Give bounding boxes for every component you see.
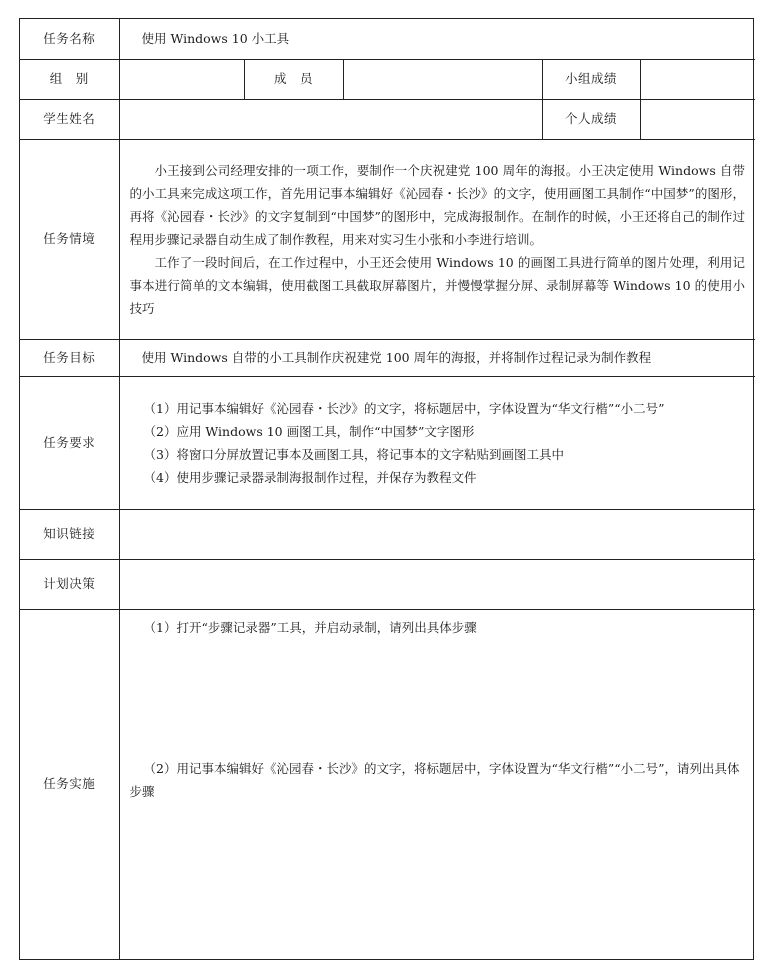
row-student <box>20 99 755 139</box>
task-name-label: 任务名称 <box>20 19 119 59</box>
task-table <box>20 19 755 959</box>
requirement-item: （4）使用步骤记录器录制海报制作过程，并保存为教程文件 <box>143 469 477 485</box>
group-label: 组 别 <box>20 59 119 99</box>
requirement-item: （3）将窗口分屏放置记事本及画图工具，将记事本的文字粘贴到画图工具中 <box>143 446 564 462</box>
group-value[interactable] <box>119 59 244 99</box>
student-name-label: 学生姓名 <box>20 99 119 139</box>
requirements-content <box>119 376 755 509</box>
personal-score-value[interactable] <box>640 99 755 139</box>
personal-score-label: 个人成绩 <box>542 99 640 139</box>
requirement-item: （2）应用 Windows 10 画图工具，制作“中国梦”文字图形 <box>143 423 475 439</box>
implementation-label: 任务实施 <box>20 609 119 959</box>
implementation-step: （2）用记事本编辑好《沁园春・长沙》的文字，将标题居中，字体设置为“华文行楷”“小二号”，请列出具体步骤 <box>129 760 740 799</box>
student-name-value[interactable] <box>119 99 542 139</box>
row-implementation <box>20 609 755 959</box>
task-sheet <box>19 18 754 960</box>
row-requirements <box>20 376 755 509</box>
row-goal <box>20 339 755 376</box>
row-task-name <box>20 19 755 59</box>
row-plan <box>20 559 755 609</box>
row-scenario <box>20 139 755 339</box>
group-score-label: 小组成绩 <box>542 59 640 99</box>
scenario-paragraph: 工作了一段时间后，在工作过程中，小王还会使用 Windows 10 的画图工具进行简单的图片处理，利用记事本进行简单的文本编辑，使用截图工具截取屏幕图片，并慢慢掌握分屏、录制屏幕等 Windows 10 的使用小技巧 <box>129 254 745 316</box>
plan-value[interactable] <box>119 559 755 609</box>
scenario-content <box>119 139 755 339</box>
requirements-label: 任务要求 <box>20 376 119 509</box>
member-label: 成 员 <box>244 59 343 99</box>
task-name-value: 使用 Windows 10 小工具 <box>119 19 755 59</box>
implementation-step: （1）打开“步骤记录器”工具，并启动录制，请列出具体步骤 <box>143 619 477 635</box>
goal-value: 使用 Windows 自带的小工具制作庆祝建党 100 周年的海报，并将制作过程记录为制作教程 <box>119 339 755 376</box>
plan-label: 计划决策 <box>20 559 119 609</box>
knowledge-value[interactable] <box>119 509 755 559</box>
requirements-list <box>130 397 746 489</box>
scenario-paragraph: 小王接到公司经理安排的一项工作，要制作一个庆祝建党 100 周年的海报。小王决定使用 Windows 自带的小工具来完成这项工作，首先用记事本编辑好《沁园春・长沙》的文字，使用画图工具制作“中国梦”的图形，再将《沁园春・长沙》的文字复制到“中国梦”的图形中，完成海报制作。在制作的时候，小王还将自己的制作过程用步骤记录器自动生成了制作教程，用来对实习生小张和小李进行培训。 <box>129 162 745 247</box>
scenario-label: 任务情境 <box>20 139 119 339</box>
goal-label: 任务目标 <box>20 339 119 376</box>
implementation-content[interactable] <box>119 609 755 959</box>
group-score-value[interactable] <box>640 59 755 99</box>
row-group <box>20 59 755 99</box>
requirement-item: （1）用记事本编辑好《沁园春・长沙》的文字，将标题居中，字体设置为“华文行楷”“小二号” <box>143 400 665 416</box>
row-knowledge <box>20 509 755 559</box>
knowledge-label: 知识链接 <box>20 509 119 559</box>
member-value[interactable] <box>343 59 542 99</box>
